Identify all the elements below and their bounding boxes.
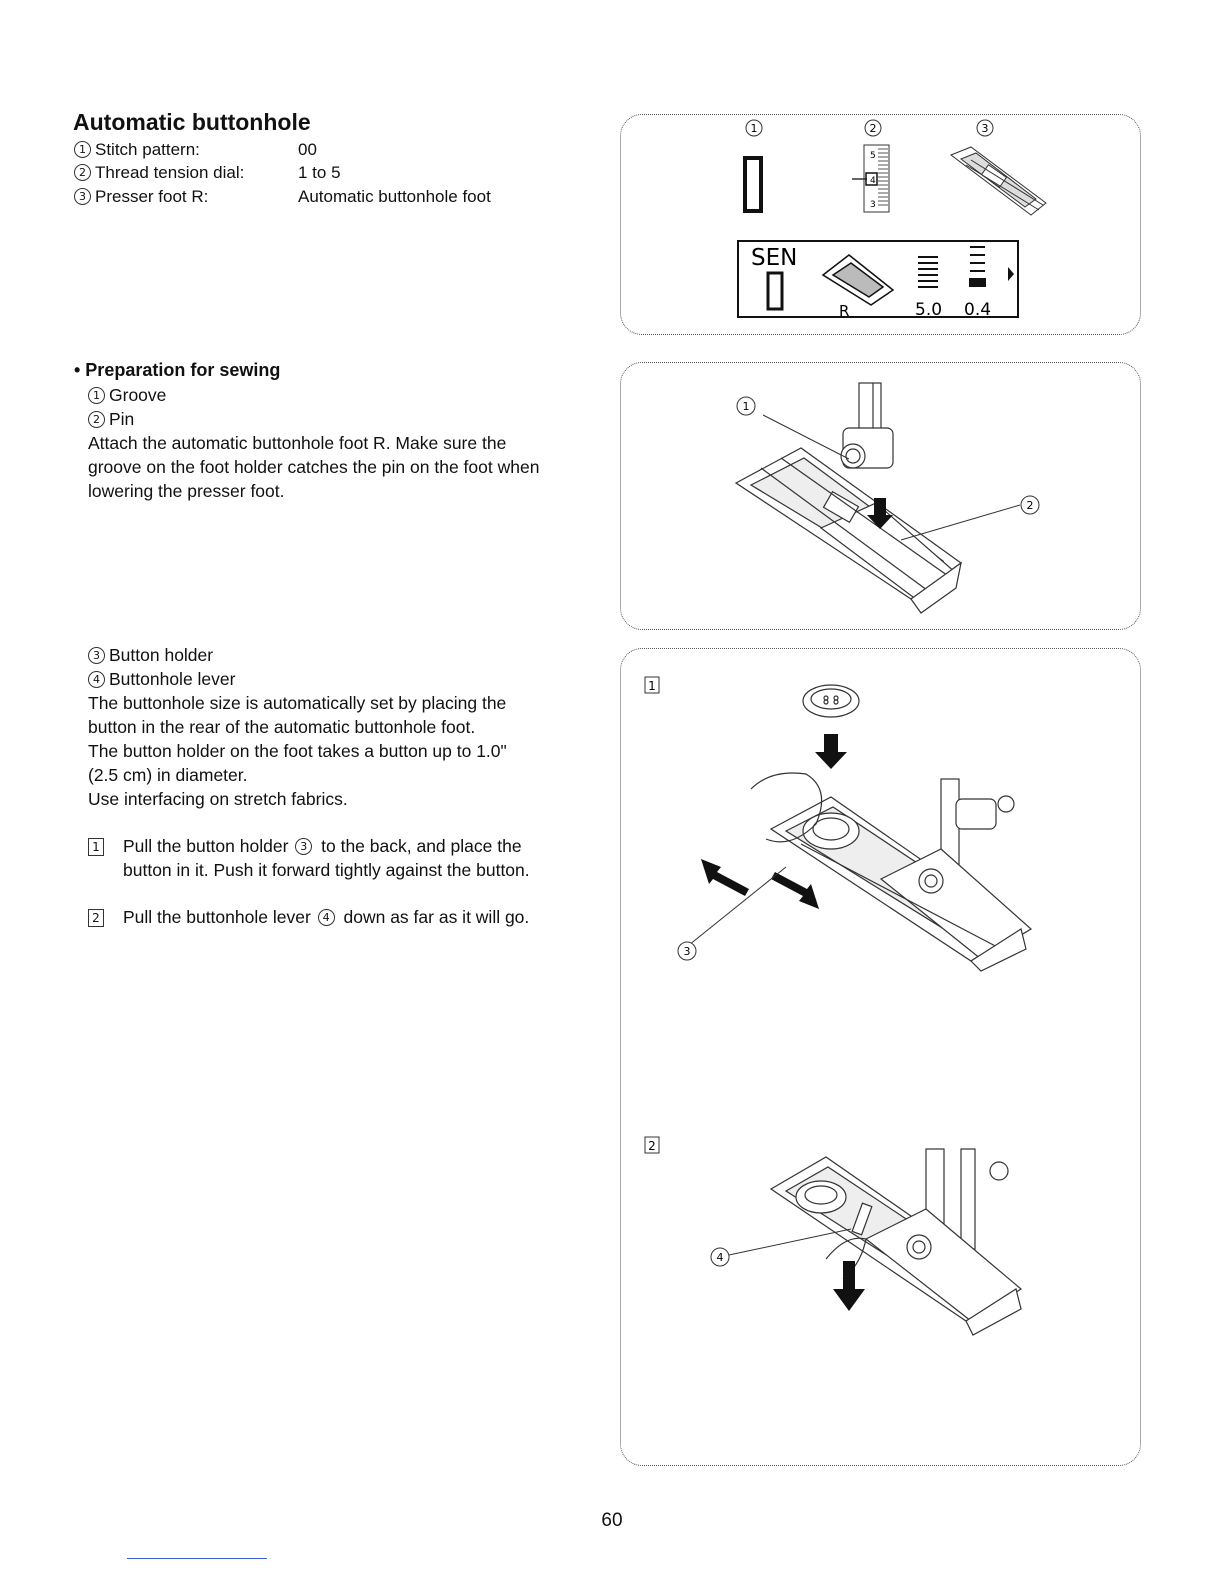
legend-button-holder — [88, 643, 213, 667]
lcd-foot-letter: R — [839, 302, 850, 320]
spec-label: Presser foot R: — [95, 187, 209, 206]
step-2 — [88, 905, 608, 929]
legend-label: Groove — [109, 385, 167, 405]
callout-number: 3 — [981, 122, 989, 135]
spec-presser-foot — [74, 187, 491, 207]
step-number: 2 — [88, 909, 104, 927]
step-text: Pull the button holder — [123, 836, 294, 856]
figure-settings-panel — [620, 114, 1141, 335]
step-number: 2 — [648, 1139, 656, 1153]
figure-button-holder-steps — [620, 648, 1141, 1466]
callout-number: 1 — [750, 122, 758, 135]
preparation-paragraph — [88, 431, 539, 503]
callout-number: 3 — [74, 188, 91, 205]
dial-number: 4 — [870, 176, 876, 186]
step-text: to the back, and place the — [316, 836, 522, 856]
callout-4 — [711, 1248, 729, 1266]
callout-number: 2 — [1026, 499, 1034, 512]
callout-number: 4 — [318, 909, 335, 926]
down-arrow-icon — [833, 1261, 865, 1311]
step-number: 1 — [648, 679, 656, 693]
dial-number: 3 — [870, 200, 876, 210]
back-arrow-icon — [701, 859, 749, 896]
section-heading-preparation: • Preparation for sewing — [74, 360, 281, 380]
step-marker-1 — [645, 677, 659, 693]
presser-foot-illustration — [736, 383, 961, 613]
spec-stitch-pattern — [74, 140, 317, 160]
lcd-width-value: 5.0 — [915, 300, 943, 320]
callout-number: 1 — [742, 400, 750, 413]
legend-label: Pin — [109, 409, 135, 429]
lcd-display — [738, 241, 1018, 320]
spec-value: 1 to 5 — [298, 163, 341, 182]
paragraph-line: The buttonhole size is automatically set by placing the — [88, 693, 507, 713]
legend-buttonhole-lever — [88, 667, 235, 691]
callout-number: 4 — [716, 1251, 724, 1264]
settings-illustration — [621, 115, 1142, 336]
callout-number: 2 — [88, 411, 105, 428]
step-text: button in it. Push it forward tightly against the button. — [123, 860, 530, 880]
buttonhole-size-paragraph — [88, 691, 507, 811]
spec-label: Stitch pattern: — [95, 140, 200, 159]
callout-number: 2 — [869, 122, 877, 135]
callout-1 — [737, 397, 755, 415]
step-1 — [88, 834, 608, 882]
page-title: Automatic buttonhole — [73, 109, 311, 135]
legend-groove — [88, 383, 166, 407]
tension-dial-icon — [852, 145, 889, 212]
attach-foot-illustration — [621, 363, 1142, 631]
callout-2 — [865, 120, 881, 136]
foot-with-button-illustration — [751, 773, 1031, 971]
presser-foot-r-icon — [951, 147, 1046, 215]
callout-3 — [678, 942, 696, 960]
callout-2 — [1021, 496, 1039, 514]
paragraph-line: button in the rear of the automatic buttonhole foot. — [88, 717, 476, 737]
step-number: 1 — [88, 838, 104, 856]
step-text: Pull the buttonhole lever — [123, 907, 316, 927]
buttonhole-stitch-icon — [745, 158, 761, 211]
footer-rule — [127, 1558, 267, 1559]
down-arrow-icon — [815, 734, 847, 769]
foot-lever-illustration — [771, 1149, 1021, 1335]
lcd-length-value: 0.4 — [964, 300, 992, 320]
callout-number: 2 — [74, 164, 91, 181]
forward-arrow-icon — [771, 872, 819, 909]
button-icon — [803, 685, 859, 717]
figure-attach-foot — [620, 362, 1141, 630]
paragraph-line: groove on the foot holder catches the pin on the foot when — [88, 457, 540, 477]
callout-number: 3 — [683, 945, 691, 958]
callout-number: 1 — [88, 387, 105, 404]
paragraph-line: (2.5 cm) in diameter. — [88, 765, 248, 785]
spec-thread-tension — [74, 163, 341, 183]
callout-number: 4 — [88, 671, 105, 688]
paragraph-line: Attach the automatic buttonhole foot R. Make sure the — [88, 433, 507, 453]
paragraph-line: lowering the presser foot. — [88, 481, 285, 501]
callout-number: 1 — [74, 141, 91, 158]
dial-number: 5 — [870, 151, 876, 161]
paragraph-line: Use interfacing on stretch fabrics. — [88, 789, 348, 809]
step-marker-2 — [645, 1137, 659, 1153]
legend-label: Button holder — [109, 645, 214, 665]
spec-value: 00 — [298, 140, 317, 159]
callout-number: 3 — [88, 647, 105, 664]
callout-3 — [977, 120, 993, 136]
button-holder-illustration — [621, 649, 1142, 1467]
callout-1 — [746, 120, 762, 136]
paragraph-line: The button holder on the foot takes a button up to 1.0" — [88, 741, 507, 761]
step-text: down as far as it will go. — [338, 907, 530, 927]
spec-label: Thread tension dial: — [95, 163, 245, 182]
lcd-mode-text: SEN — [751, 245, 798, 271]
leader-line — [901, 505, 1020, 540]
legend-label: Buttonhole lever — [109, 669, 236, 689]
legend-pin — [88, 407, 134, 431]
callout-number: 3 — [295, 838, 312, 855]
page-number: 60 — [601, 1510, 623, 1531]
leader-line — [689, 867, 786, 945]
spec-value: Automatic buttonhole foot — [298, 187, 491, 206]
